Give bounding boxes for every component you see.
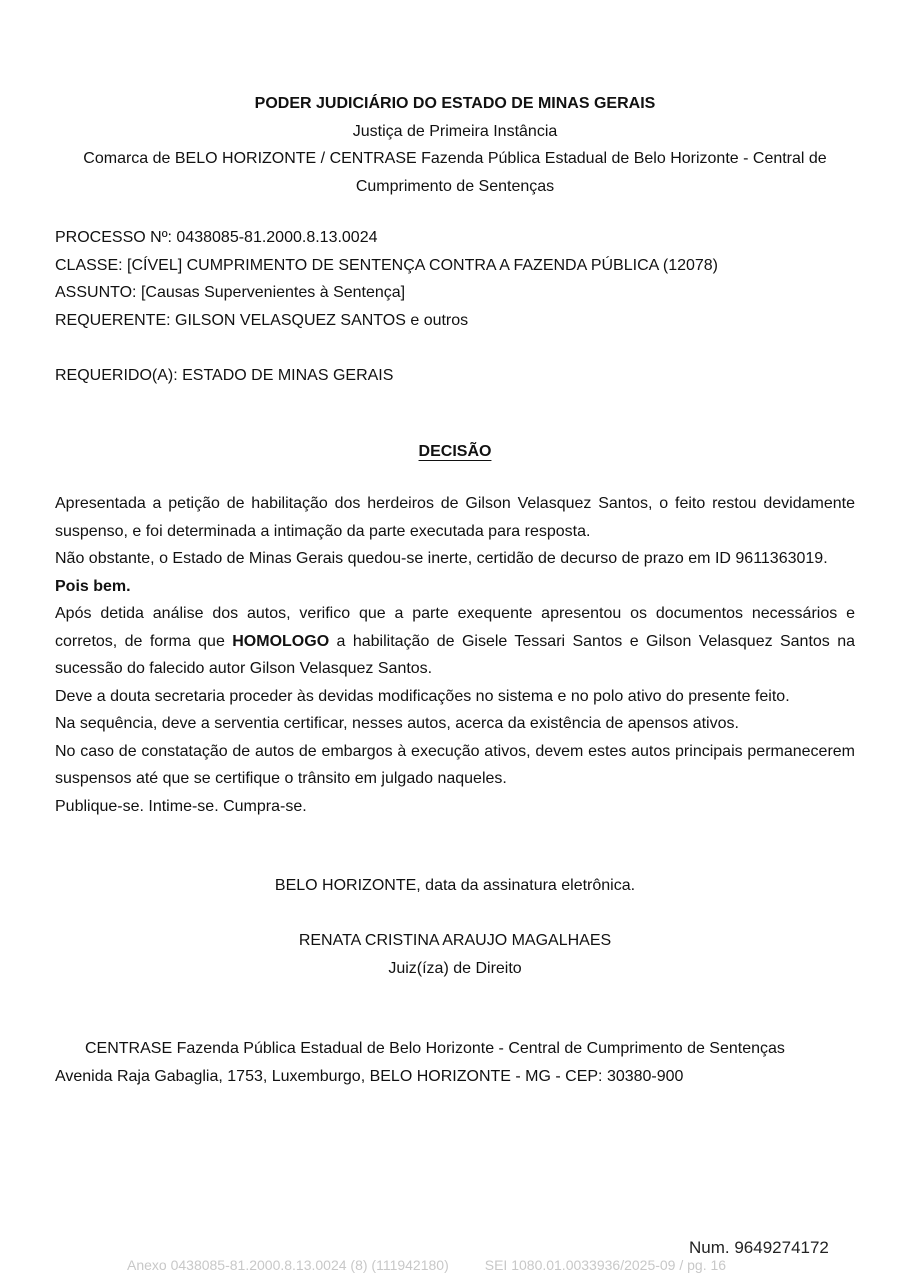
office-address: Avenida Raja Gabaglia, 1753, Luxemburgo, BELO HORIZONTE - MG - CEP: 30380-900 — [55, 1067, 684, 1085]
judge-title: Juiz(íza) de Direito — [388, 960, 522, 977]
paragraph-serventia: Na sequência, deve a serventia certificar, nesses autos, acerca da existência de apensos ativos. — [55, 715, 739, 732]
paragraph-inertia: Não obstante, o Estado de Minas Gerais quedou-se inerte, certidão de decurso de prazo em ID 9611363019. — [55, 550, 828, 567]
court-district: Comarca de BELO HORIZONTE / CENTRASE Fazenda Pública Estadual de Belo Horizonte - Central de Cumprimento de Sentenças — [83, 150, 827, 195]
case-class: CLASSE: [CÍVEL] CUMPRIMENTO DE SENTENÇA CONTRA A FAZENDA PÚBLICA (12078) — [55, 256, 719, 274]
case-subject: ASSUNTO: [Causas Supervenientes à Sentença] — [55, 284, 406, 301]
decision-body — [55, 490, 855, 820]
homologation-text-before: Após detida análise dos autos, verifico que a parte exequente apresentou os documentos necessários e corretos, de forma que — [55, 605, 855, 650]
watermark-right: SEI 1080.01.0033936/2025-09 / pg. 16 — [484, 1257, 727, 1273]
judge-name: RENATA CRISTINA ARAUJO MAGALHAES — [298, 932, 612, 949]
paragraph-petition: Apresentada a petição de habilitação dos herdeiros de Gilson Velasquez Santos, o feito restou devidamente suspenso, e foi determinada a intimação da parte executada para resposta. — [55, 495, 855, 540]
watermark-left: Anexo 0438085-81.2000.8.13.0024 (8) (111942180) — [127, 1257, 449, 1273]
office-name: CENTRASE Fazenda Pública Estadual de Belo Horizonte - Central de Cumprimento de Sentenças — [85, 1040, 785, 1057]
paragraph-publique: Publique-se. Intime-se. Cumpra-se. — [55, 797, 307, 815]
court-instance: Justiça de Primeira Instância — [352, 122, 558, 140]
homologation-keyword: HOMOLOGO — [232, 632, 330, 650]
paragraph-secretaria: Deve a douta secretaria proceder às devidas modificações no sistema e no polo ativo do presente feito. — [55, 687, 790, 705]
case-defendant: REQUERIDO(A): ESTADO DE MINAS GERAIS — [55, 366, 394, 384]
office-footer — [55, 1035, 855, 1090]
case-info — [55, 224, 855, 389]
decision-title: DECISÃO — [418, 443, 492, 460]
decision-title-row — [0, 438, 910, 466]
court-name: PODER JUDICIÁRIO DO ESTADO DE MINAS GERAIS — [254, 95, 656, 112]
case-plaintiff: REQUERENTE: GILSON VELASQUEZ SANTOS e outros — [55, 311, 469, 329]
paragraph-homologation — [55, 600, 855, 683]
paragraph-embargos: No caso de constatação de autos de embargos à execução ativos, devem estes autos principais permanecerem suspensos até que se certifique o trânsito em julgado naqueles. — [55, 742, 855, 787]
document-number: Num. 9649274172 — [689, 1238, 829, 1257]
homologation-text-after: a habilitação de Gisele Tessari Santos e Gilson Velasquez Santos na sucessão do falecido autor Gilson Velasquez Santos. — [55, 632, 856, 677]
process-number: PROCESSO Nº: 0438085-81.2000.8.13.0024 — [55, 229, 378, 246]
place-date: BELO HORIZONTE, data da assinatura eletrônica. — [274, 877, 636, 894]
sei-watermark — [127, 1257, 726, 1273]
document-header — [55, 90, 855, 200]
paragraph-pois-bem: Pois bem. — [55, 577, 131, 595]
